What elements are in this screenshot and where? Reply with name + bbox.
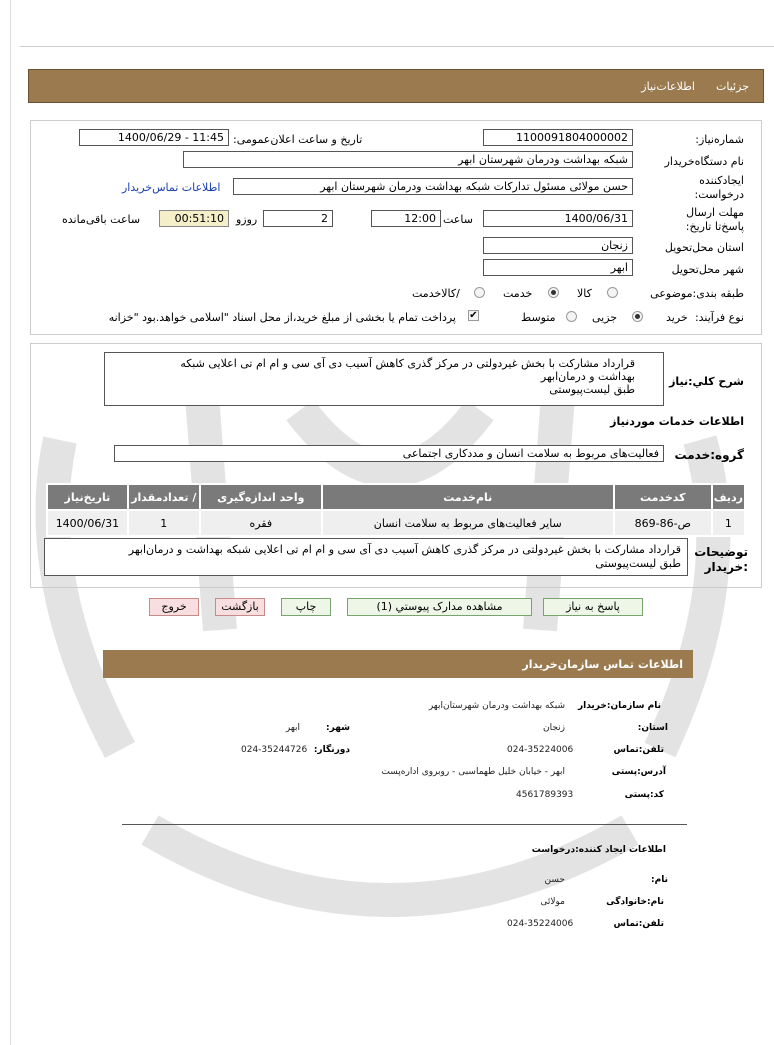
category-goods-service-radio[interactable] <box>474 287 485 298</box>
services-title: اطلاعات خدمات موردنیاز <box>610 415 744 428</box>
contact-org-label: نام سازمان:خریدار <box>577 701 661 711</box>
cell-row: 1 <box>712 510 745 536</box>
remaining-label: ساعت باقی‌مانده <box>62 213 141 226</box>
buyer-notes-line-1: قرارداد مشارکت با بخش غیردولتی در مرکز گذری کاهش آسیب دی آی سی و ام ام تی اعلایی شبکه بهداشت و درمان‌ابهر <box>128 543 681 556</box>
category-service-radio[interactable] <box>548 287 559 298</box>
remaining-time-field: 00:51:10 <box>159 210 229 227</box>
creator-name-value: حسن <box>544 875 565 885</box>
service-group-label: گروه:خدمت <box>674 448 744 462</box>
category-goods-radio[interactable] <box>607 287 618 298</box>
services-table <box>46 483 746 537</box>
cell-service-name: سایر فعالیت‌های مربوط به سلامت انسان <box>322 510 614 536</box>
contact-city-value: ابهر <box>285 723 300 733</box>
creator-info-title: اطلاعات ایجاد کننده:درخواست <box>531 845 666 855</box>
city-label: شهر محل‌تحویل <box>671 263 744 276</box>
buyer-org-label: نام دستگاه‌خریدار <box>664 155 744 168</box>
service-group-field: فعالیت‌های مربوط به سلامت انسان و مددکاری اجتماعی <box>114 445 664 462</box>
contact-city-label: شهر: <box>326 723 350 733</box>
attachments-button[interactable]: مشاهده مدارک پیوستي (1) <box>347 598 532 616</box>
contact-fax-value: 024-35244726 <box>241 745 308 755</box>
day-label: روزو <box>236 213 258 226</box>
top-divider <box>20 46 774 47</box>
deadline-time-field: 12:00 <box>371 210 441 227</box>
contact-province-label: استان: <box>637 723 668 733</box>
cell-unit: فقره <box>200 510 322 536</box>
need-number-field: 1100091804000002 <box>483 129 633 146</box>
col-quantity: / تعدادمقدار <box>128 484 200 510</box>
process-label: نوع فرآیند: <box>694 311 744 324</box>
col-need-date: تاریخ‌نیاز <box>47 484 128 510</box>
creator-phone-value: 024-35224006 <box>507 919 574 929</box>
contact-phone-value: 024-35224006 <box>507 745 574 755</box>
buyer-notes-field <box>44 538 688 576</box>
buyer-notes-line-2: طبق لیست‌پیوستی <box>595 557 681 570</box>
exit-button[interactable]: خروج <box>149 598 199 616</box>
creator-family-label: نام:خانوادگی <box>606 897 664 907</box>
cell-need-date: 1400/06/31 <box>47 510 128 536</box>
header-bar <box>28 69 764 103</box>
category-goods-service-label: /کالاخدمت <box>412 287 460 300</box>
tab-need-info[interactable]: اطلاعات‌نیاز <box>641 80 695 93</box>
need-number-label: شماره‌نیاز: <box>695 133 744 146</box>
buyer-contact-link[interactable]: اطلاعات تماس‌خریدار <box>122 181 221 194</box>
back-button[interactable]: بازگشت <box>215 598 265 616</box>
province-label: استان محل‌تحویل <box>664 241 744 254</box>
print-button[interactable]: چاپ <box>281 598 331 616</box>
process-partial-label: جزیی <box>592 311 618 324</box>
city-field: ابهر <box>483 259 633 276</box>
contact-fax-label: دورنگار: <box>313 745 350 755</box>
cell-quantity: 1 <box>128 510 200 536</box>
creator-label: ایجادکننده درخواست: <box>694 174 744 201</box>
table-row <box>47 510 745 536</box>
payment-note: پرداخت تمام یا بخشی از مبلغ خرید،از محل اسناد "اسلامی خواهد.بود "خزانه <box>108 311 456 324</box>
contact-header-bar <box>103 650 693 678</box>
cell-service-code: ص-86-869 <box>614 510 712 536</box>
creator-name-label: نام: <box>651 875 668 885</box>
process-medium-radio[interactable] <box>566 311 577 322</box>
deadline-label: مهلت ارسال پاسخ‌تا تاریخ: <box>685 206 744 233</box>
creator-phone-label: تلفن:تماس <box>613 919 664 929</box>
contact-postal-value: 4561789393 <box>516 790 574 800</box>
process-buy: خرید <box>666 311 688 324</box>
creator-field: حسن مولائی مسئول تدارکات شبکه بهداشت ودرمان شهرستان ابهر <box>233 178 633 195</box>
time-label: ساعت <box>443 213 473 226</box>
payment-checkbox[interactable]: ✔ <box>469 310 478 321</box>
process-partial-radio[interactable] <box>632 311 643 322</box>
contact-postal-label: کد:پستی <box>624 790 664 800</box>
summary-line-1: قرارداد مشارکت با بخش غیردولتی در مرکز گذری کاهش آسیب دی آی سی و ام ام تی اعلایی شبکه <box>180 357 635 370</box>
buyer-org-field: شبکه بهداشت ودرمان شهرستان ابهر <box>183 151 633 168</box>
contact-address-label: آدرس:پستی <box>611 767 666 777</box>
table-header-row <box>47 484 745 510</box>
col-row: ردیف <box>712 484 745 510</box>
contact-header-title: اطلاعات تماس سازمان‌خریدار <box>522 658 683 671</box>
announce-field: 1400/06/29 - 11:45 <box>79 129 229 146</box>
col-service-code: کدخدمت <box>614 484 712 510</box>
announce-label: تاریخ و ساعت اعلان‌عمومی: <box>233 133 363 146</box>
category-label: طبقه بندی‌:موضوعی <box>650 287 744 300</box>
contact-divider <box>122 824 687 825</box>
summary-label: شرح کلي:نیاز <box>669 375 744 388</box>
buyer-notes-label-2: :خریدار <box>704 560 748 574</box>
contact-org-value: شبکه بهداشت ودرمان شهرستان‌ابهر <box>428 701 565 711</box>
contact-phone-label: تلفن:تماس <box>613 745 664 755</box>
page-left-border <box>10 0 11 1045</box>
summary-line-3: طبق لیست‌پیوستی <box>549 383 635 396</box>
summary-field <box>104 352 664 406</box>
contact-address-value: ابهر - خیابان خلیل طهماسبی - روبروی اداره‌پست <box>381 767 565 777</box>
deadline-date-field: 1400/06/31 <box>483 210 633 227</box>
summary-line-2: بهداشت و درمان‌ابهر <box>540 370 635 383</box>
buyer-notes-label-1: توضیحات <box>694 545 748 559</box>
category-service-label: خدمت <box>503 287 533 300</box>
col-unit: واحد اندازه‌گیری <box>200 484 322 510</box>
col-service-name: نام‌خدمت <box>322 484 614 510</box>
days-field: 2 <box>263 210 333 227</box>
tab-details[interactable]: جزئیات <box>716 80 749 93</box>
creator-family-value: مولائی <box>540 897 565 907</box>
category-goods-label: کالا <box>577 287 592 300</box>
process-medium-label: متوسط <box>521 311 556 324</box>
reply-button[interactable]: پاسخ به نیاز <box>543 598 643 616</box>
province-field: زنجان <box>483 237 633 254</box>
contact-province-value: زنجان <box>542 723 565 733</box>
